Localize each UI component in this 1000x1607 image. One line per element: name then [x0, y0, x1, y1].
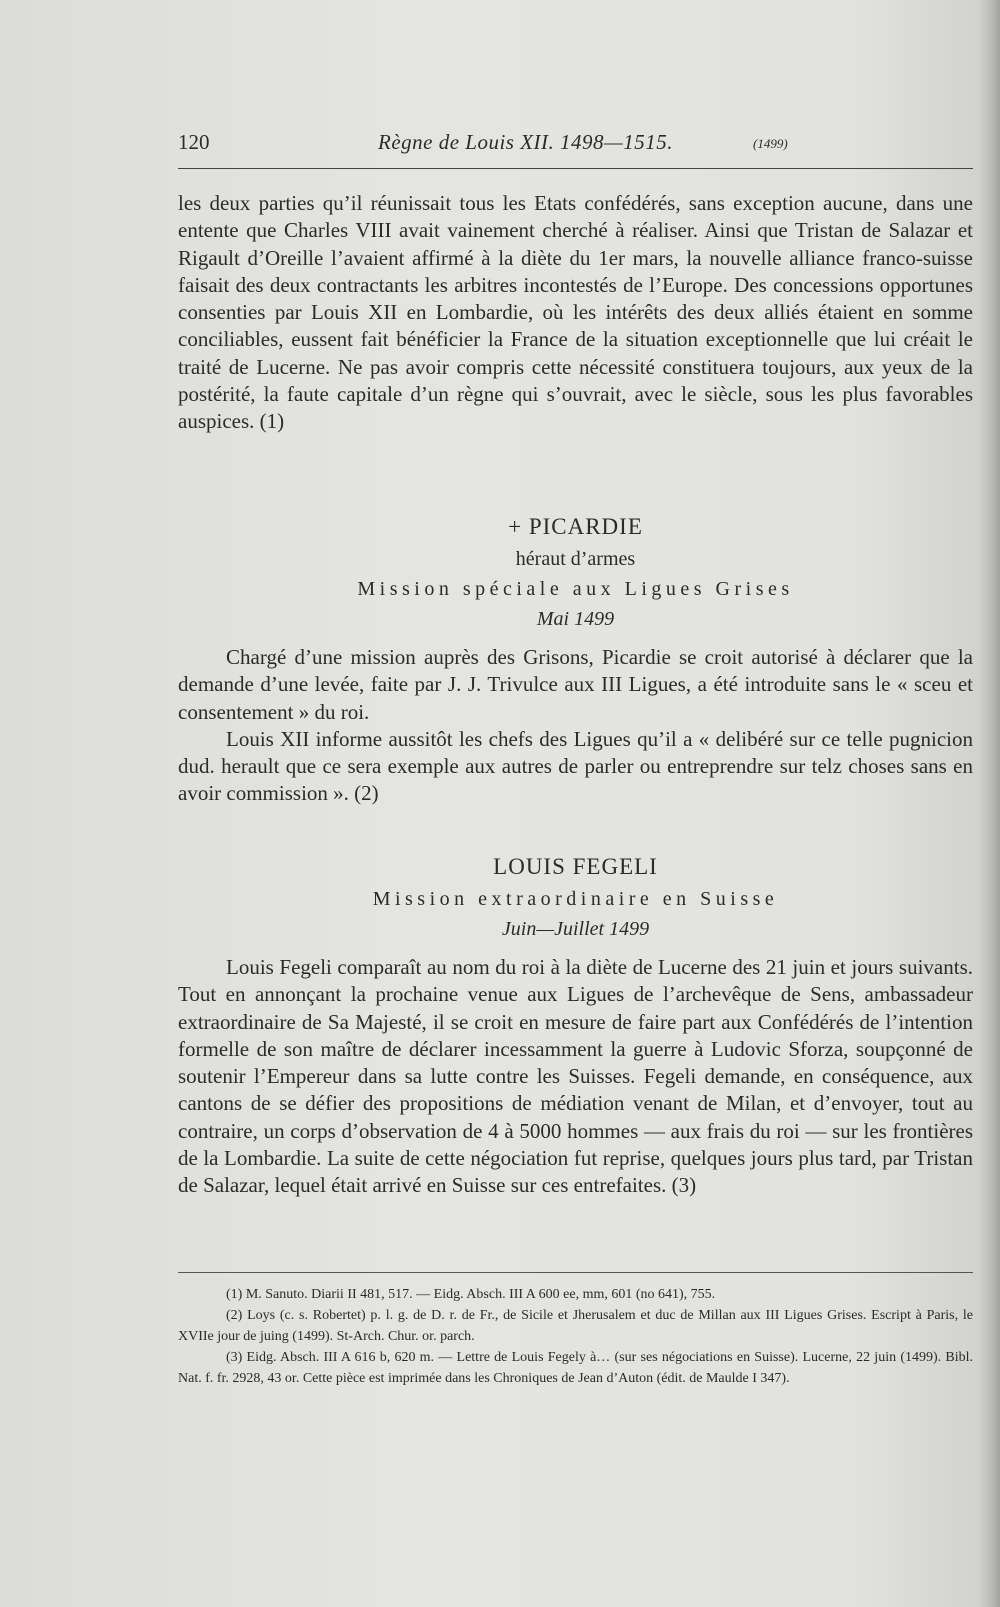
mission-heading-fegeli: Mission extraordinaire en Suisse — [372, 888, 779, 910]
footnote-rule — [178, 1272, 973, 1273]
running-head: Règne de Louis XII. 1498—1515. — [378, 130, 673, 154]
mission-date-picardie: Mai 1499 — [536, 608, 615, 630]
picardie-paragraph-1: Chargé d’une mission auprès des Grisons, Picardie se croit autorisé à déclarer que la demande d’une levée, faite par J. J. Trivulce aux III Ligues, a été introduite sans le « sceu et consentement » du roi. — [178, 645, 973, 724]
section-title-fegeli: LOUIS FEGELI — [493, 854, 658, 879]
picardie-text — [178, 644, 973, 808]
fegeli-paragraph: Louis Fegeli comparaît au nom du roi à la diète de Lucerne des 21 juin et jours suivants. Tout en annonçant la prochaine venue aux Ligues de l’archevêque de Sens, ambassadeur extraordinaire de Sa Majesté, il se croit en mesure de faire part aux Confédérés de l’intention formelle de son maître de déclarer incessamment la guerre à Ludovic Sforza, soupçonné de soutenir l’Empereur dans sa lutte contre les Suisses. Fegeli demande, en conséquence, aux cantons de se défier des propositions de médiation venant de Milan, et d’envoyer, tout au contraire, un corps d’observation de 4 à 5000 hommes — aux frais du roi — sur les frontières de la Lombardie. La suite de cette négociation fut reprise, quelques jours plus tard, par Tristan de Salazar, lequel était arrivé en Suisse sur ces entrefaites. (3) — [178, 955, 973, 1198]
fegeli-text — [178, 954, 973, 1200]
picardie-paragraph-2: Louis XII informe aussitôt les chefs des Ligues qu’il a « delibéré sur ce telle pugnicion dud. herault que ce sera exemple aux autres de parler ou entreprendre sur telz choses sans en avoir commission ». (2) — [178, 726, 973, 806]
page-header — [178, 128, 973, 169]
footnotes — [178, 1284, 973, 1389]
intro-text — [178, 190, 973, 436]
section-title-picardie: + PICARDIE — [508, 514, 643, 539]
mission-heading-picardie: Mission spéciale aux Ligues Grises — [357, 578, 794, 600]
page-spine-shadow — [978, 0, 1000, 1607]
mission-date-fegeli: Juin—Juillet 1499 — [501, 918, 650, 940]
intro-paragraph: les deux parties qu’il réunissait tous les Etats confédérés, sans exception aucune, dans une entente que Charles VIII avait vainement cherché à réaliser. Ainsi que Tristan de Salazar et Rigault d’Oreille l’avaient affirmé à la diète du 1er mars, la nouvelle alliance franco-suisse faisait des deux contractants les arbitres incontestés de l’Europe. Des concessions opportunes consenties par Louis XII en Lombardie, où les intérêts des deux alliés étaient en somme conciliables, eussent fait bénéficier la France de la situation exceptionnelle que lui créait le traité de Lucerne. Ne pas avoir compris cette nécessité constituera toujours, aux yeux de la postérité, la faute capitale d’un règne qui s’ouvrait, avec le siècle, sous les plus favorables auspices. (1) — [178, 191, 973, 434]
footnote-1: (1) M. Sanuto. Diarii II 481, 517. — Eidg. Absch. III A 600 ee, mm, 601 (no 641), 755. — [226, 1287, 716, 1302]
page-number: 120 — [178, 130, 210, 154]
section-subtitle-picardie: héraut d’armes — [515, 548, 636, 570]
running-head-year: (1499) — [753, 136, 788, 151]
footnote-3: (3) Eidg. Absch. III A 616 b, 620 m. — Lettre de Louis Fegely à… (sur ses négociations en Suisse). Lucerne, 22 juin (1499). Bibl. Nat. f. fr. 2928, 43 or. Cette pièce est imprimée dans les Chroniques de Jean d’Auton (édit. de Maulde I 347). — [178, 1350, 973, 1386]
footnote-2: (2) Loys (c. s. Robertet) p. l. g. de D. r. de Fr., de Sicile et Jherusalem et duc de Millan aux III Ligues Grises. Escript à Paris, le XVIIe jour de juing (1499). St-Arch. Chur. or. parch. — [178, 1308, 973, 1344]
